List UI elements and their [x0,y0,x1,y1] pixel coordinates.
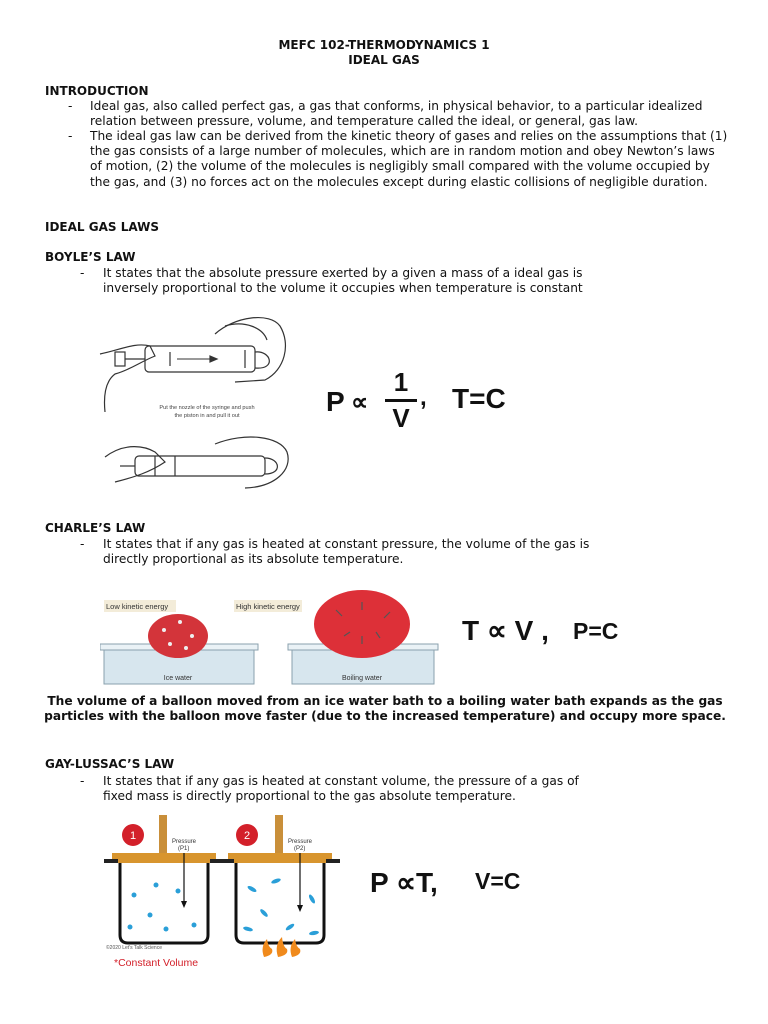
charles-formula: T ∝ V , [462,615,549,646]
bullet-dash: - [68,99,73,113]
boyle-formula-prop: ∝ [351,389,369,416]
syringe-caption-line1: Put the nozzle of the syringe and push [159,405,255,411]
gay-lussac-formula: P ∝T, [370,867,438,898]
syringe-caption-line2: the piston in and pull it out [174,413,240,419]
label-ice-water: Ice water [163,675,193,682]
copyright-text: ©2020 Let's Talk Science [106,945,162,951]
boyle-formula-comma: , [420,384,427,411]
label-boiling-water: Boiling water [341,675,383,682]
step-2-badge: 2 [243,830,251,842]
course-title: MEFC 102-THERMODYNAMICS 1 [278,38,490,52]
ideal-gas-laws-heading: IDEAL GAS LAWS [45,220,159,234]
bullet-dash: - [80,266,85,280]
constant-volume-label: *Constant Volume [114,957,199,969]
label-low-kinetic: Low kinetic energy [106,602,169,611]
pressure-label-1: Pressure [172,839,197,845]
p1-label: (P1) [178,846,190,852]
pressure-label-2: Pressure [288,839,313,845]
boyle-heading: BOYLE’S LAW [45,250,136,264]
gay-lussac-bullet: It states that if any gas is heated at constant volume, the pressure of a gas of fixed mass is directly proportional to the gas absolute temperature. [103,774,579,804]
topic-title: IDEAL GAS [348,53,420,67]
step-1-badge: 1 [129,830,137,842]
label-high-kinetic: High kinetic energy [236,602,300,611]
gay-lussac-formula-condition: V=C [475,868,521,894]
intro-bullet-2: The ideal gas law can be derived from the kinetic theory of gases and relies on the assumptions that (1) the gas consists of a large number of molecules, which are in random motion and obey Newton’s laws of motion, (2) the volume of the molecules is negligibly small compared with the volume occupied by the gas, and (3) no forces act on the molecules except during elastic collisions of negligible duration. [90,129,728,189]
boyle-bullet: It states that the absolute pressure exerted by a given a mass of a ideal gas is inversely proportional to the volume it occupies when temperature is constant [103,266,583,296]
fraction-bar [385,399,417,402]
charles-heading: CHARLE’S LAW [45,521,146,535]
boyle-formula-numerator: 1 [393,367,409,397]
pressure-container-illustration [100,815,340,975]
bullet-dash: - [80,774,85,788]
gay-lussac-heading: GAY-LUSSAC’S LAW [45,757,175,771]
p2-label: (P2) [294,846,306,852]
balloon-illustration [100,590,440,690]
intro-bullet-1: Ideal gas, also called perfect gas, a gas that conforms, in physical behavior, to a particular idealized relation between pressure, volume, and temperature called the ideal, or general, gas law. [90,99,703,129]
charles-bullet: It states that if any gas is heated at constant pressure, the volume of the gas is directly proportional as its absolute temperature. [103,537,590,567]
boyle-formula-denominator: V [392,403,410,433]
boyle-formula-condition: T=C [452,383,506,414]
bullet-dash: - [68,129,73,143]
charles-formula-condition: P=C [573,618,619,644]
bullet-dash: - [80,537,85,551]
boyle-formula-p: P [326,386,345,417]
introduction-heading: INTRODUCTION [45,84,149,98]
charles-caption: The volume of a balloon moved from an ice water bath to a boiling water bath expands as the gas particles with the balloon move faster (due to the increased temperature) and occupy more space. [44,694,726,724]
syringe-illustration [95,312,300,504]
